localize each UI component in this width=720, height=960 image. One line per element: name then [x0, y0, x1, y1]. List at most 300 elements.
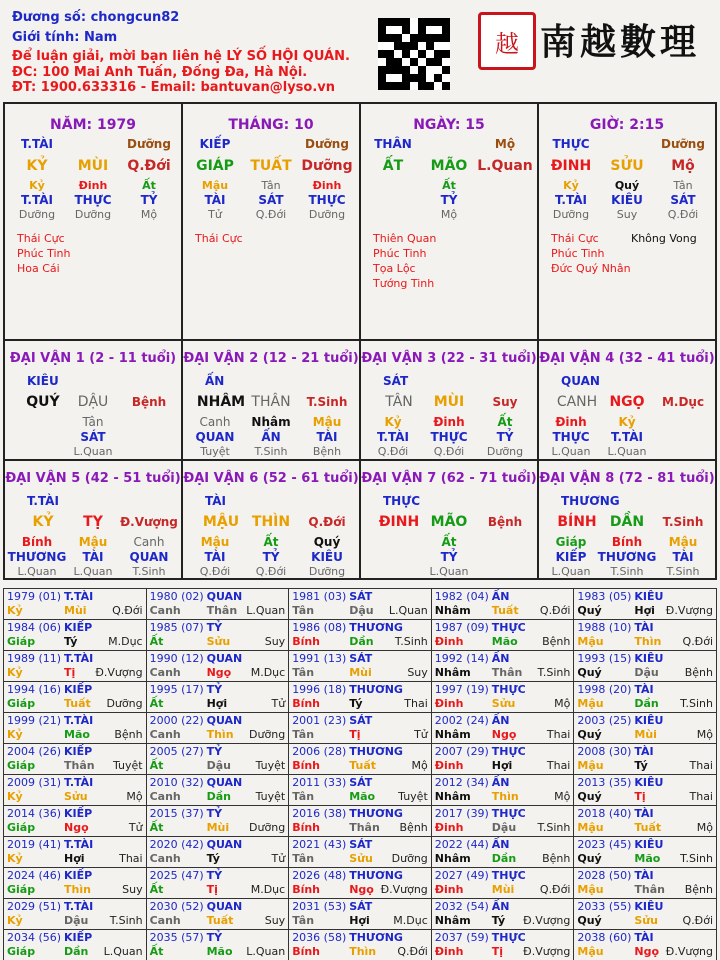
- year-cell[interactable]: [574, 682, 717, 713]
- year-branch: Dần: [206, 790, 231, 803]
- year-label: 2033 (55): [577, 900, 632, 913]
- year-branch: Mão: [491, 635, 518, 648]
- year-life-stage: Mộ: [554, 790, 571, 803]
- year-ten-god: T.TÀI: [64, 714, 94, 727]
- earthly-branch: NGỌ: [609, 394, 645, 410]
- year-cell-content: [4, 651, 146, 681]
- dai-van-6: [183, 461, 361, 578]
- year-row: [4, 930, 717, 960]
- year-label: 1988 (10): [577, 621, 632, 634]
- year-cell[interactable]: [574, 744, 717, 775]
- pillar-row3-cell: Kỷ: [29, 179, 45, 192]
- shensha-star: Tướng Tinh: [373, 277, 435, 290]
- year-cell-content: [147, 930, 289, 960]
- year-life-stage: L.Quan: [103, 945, 143, 958]
- year-ten-god: QUAN: [206, 590, 243, 603]
- year-stem: Tân: [292, 728, 315, 741]
- year-life-stage: Q.Đới: [682, 914, 713, 927]
- year-stem: Quý: [577, 852, 602, 865]
- year-branch: Dậu: [349, 604, 374, 617]
- year-label: 1979 (01): [7, 590, 62, 603]
- year-row: [4, 744, 717, 775]
- pillar-row2-cell: GIÁP: [196, 158, 234, 174]
- year-cell[interactable]: [146, 713, 289, 744]
- year-label: 2028 (50): [577, 869, 632, 882]
- year-cell[interactable]: [289, 837, 432, 868]
- year-cell-content: [289, 682, 431, 712]
- ten-god-star: THỰC: [383, 494, 421, 508]
- year-label: 2027 (49): [434, 869, 489, 882]
- year-branch: Hợi: [634, 604, 655, 617]
- year-branch: Dậu: [64, 914, 89, 927]
- year-cell[interactable]: [431, 837, 574, 868]
- year-cell-content: [289, 589, 431, 619]
- year-ten-god: ẤN: [491, 590, 510, 603]
- year-cell-content: [574, 713, 716, 743]
- year-cell-content: [4, 899, 146, 929]
- hidden-stem-cell: QUAN: [129, 550, 169, 564]
- year-cell[interactable]: [431, 930, 574, 960]
- year-cell-content: [289, 930, 431, 960]
- hidden-stem-cell: THỰC: [430, 430, 468, 444]
- year-branch: Mùi: [64, 604, 87, 617]
- hidden-stem-cell: T.TÀI: [611, 430, 643, 444]
- year-cell-content: [147, 651, 289, 681]
- year-cell-content: [289, 713, 431, 743]
- year-life-stage: Tử: [128, 821, 143, 834]
- year-ten-god: T.TÀI: [64, 776, 94, 789]
- earthly-branch: MÃO: [430, 514, 468, 530]
- year-branch: Dần: [349, 635, 374, 648]
- year-stem: Quý: [577, 666, 602, 679]
- year-label: 2015 (37): [149, 807, 204, 820]
- pillar-row2-cell: ĐINH: [550, 158, 592, 174]
- year-stem: Canh: [149, 666, 181, 679]
- year-cell[interactable]: [574, 651, 717, 682]
- year-cell[interactable]: [146, 930, 289, 960]
- year-cell[interactable]: [431, 806, 574, 837]
- year-cell-content: [432, 806, 574, 836]
- year-ten-god: TỶ: [206, 869, 223, 882]
- year-cell[interactable]: [289, 744, 432, 775]
- year-cell[interactable]: [431, 620, 574, 651]
- year-cell-content: [4, 744, 146, 774]
- year-cell[interactable]: [431, 775, 574, 806]
- year-life-stage: Thai: [546, 759, 571, 772]
- life-stage: Q.Đới: [308, 515, 346, 529]
- year-cell[interactable]: [4, 620, 147, 651]
- pillar-row2-cell: SỬU: [610, 158, 644, 174]
- year-row: [4, 899, 717, 930]
- earthly-branch: THÌN: [251, 514, 291, 530]
- year-label: 2034 (56): [7, 931, 62, 944]
- annual-luck-table: [3, 588, 717, 960]
- pillar-row5-cell: Mộ: [440, 208, 458, 221]
- hidden-stem-cell: L.Quan: [551, 565, 591, 578]
- year-label: 1981 (03): [292, 590, 347, 603]
- year-cell[interactable]: [431, 868, 574, 899]
- year-life-stage: Tuyệt: [255, 790, 286, 803]
- year-cell[interactable]: [289, 775, 432, 806]
- year-stem: Kỷ: [7, 790, 23, 803]
- year-label: 2037 (59): [434, 931, 489, 944]
- pillar-row5-cell: Q.Đới: [667, 208, 699, 221]
- year-cell[interactable]: [431, 651, 574, 682]
- hidden-stem-cell: T.Sinh: [254, 445, 288, 458]
- year-branch: Hợi: [349, 914, 370, 927]
- year-row: [4, 713, 717, 744]
- year-life-stage: Dưỡng: [249, 821, 286, 834]
- year-life-stage: Tuyệt: [398, 790, 428, 803]
- year-ten-god: T.TÀI: [64, 838, 94, 851]
- pillar-row4-cell: THỰC: [74, 193, 112, 207]
- hidden-stem-cell: L.Quan: [73, 565, 113, 578]
- year-life-stage: T.Sinh: [537, 666, 571, 679]
- pillar-row3-cell: Tân: [673, 179, 693, 192]
- year-label: 2030 (52): [149, 900, 204, 913]
- year-life-stage: Bệnh: [684, 666, 713, 679]
- pillar-row5-cell: Q.Đới: [255, 208, 287, 221]
- year-branch: Tý: [206, 852, 220, 865]
- year-row: [4, 651, 717, 682]
- year-cell[interactable]: [146, 806, 289, 837]
- year-cell[interactable]: [146, 682, 289, 713]
- year-ten-god: T.TÀI: [64, 652, 94, 665]
- year-cell-content: [4, 620, 146, 650]
- year-cell[interactable]: [289, 899, 432, 930]
- year-ten-god: THỰC: [491, 745, 526, 758]
- year-cell-content: [432, 620, 574, 650]
- ten-god-star: THƯƠNG: [561, 494, 620, 508]
- year-label: 1997 (19): [434, 683, 489, 696]
- year-cell[interactable]: [574, 620, 717, 651]
- year-stem: Đinh: [434, 759, 464, 772]
- phone-email-line[interactable]: ĐT: 1900.633316 - Email: bantuvan@lyso.vn: [12, 80, 336, 95]
- hidden-stem-cell: Q.Đới: [377, 445, 409, 458]
- year-stem: Kỷ: [7, 914, 23, 927]
- year-ten-god: QUAN: [206, 652, 243, 665]
- year-cell[interactable]: [431, 682, 574, 713]
- hidden-stem-cell: TỶ: [440, 550, 458, 564]
- year-cell-content: [574, 589, 716, 619]
- year-cell[interactable]: [289, 589, 432, 620]
- qr-code[interactable]: [378, 18, 450, 90]
- year-ten-god: THỰC: [491, 621, 526, 634]
- pillar-row2-cell: L.Quan: [477, 158, 533, 174]
- year-branch: Dậu: [206, 759, 231, 772]
- earthly-branch: DẬU: [77, 394, 109, 410]
- year-cell[interactable]: [574, 868, 717, 899]
- ten-god-star: QUAN: [561, 374, 600, 388]
- year-cell-content: [289, 899, 431, 929]
- year-cell[interactable]: [4, 868, 147, 899]
- year-cell[interactable]: [289, 651, 432, 682]
- year-life-stage: Q.Đới: [112, 604, 143, 617]
- year-life-stage: Tuyệt: [255, 759, 286, 772]
- year-stem: Giáp: [7, 821, 36, 834]
- year-label: 2006 (28): [292, 745, 347, 758]
- pillar-row4-cell: TỶ: [140, 193, 158, 207]
- hidden-stem-cell: L.Quan: [73, 445, 113, 458]
- year-stem: Đinh: [434, 883, 464, 896]
- year-branch: Sửu: [206, 635, 231, 648]
- hidden-stem-cell: Mậu: [668, 535, 698, 549]
- year-stem: Giáp: [7, 635, 36, 648]
- year-ten-god: ẤN: [491, 652, 510, 665]
- year-cell-content: [147, 620, 289, 650]
- year-stem: Bính: [292, 821, 321, 834]
- year-label: 2032 (54): [434, 900, 489, 913]
- year-life-stage: Bệnh: [542, 852, 571, 865]
- year-stem: Mậu: [577, 697, 604, 710]
- hidden-stem-cell: Ất: [497, 415, 513, 429]
- year-branch: Mão: [64, 728, 90, 741]
- year-stem: Mậu: [577, 635, 604, 648]
- year-stem: Bính: [292, 697, 321, 710]
- pillar-row3-cell: Đinh: [312, 179, 342, 192]
- year-stem: Tân: [292, 852, 315, 865]
- year-label: 2024 (46): [7, 869, 62, 882]
- year-stem: Canh: [149, 852, 181, 865]
- year-stem: Mậu: [577, 945, 604, 958]
- hidden-stem-cell: Đinh: [433, 415, 465, 429]
- year-cell-content: [574, 899, 716, 929]
- year-label: 2011 (33): [292, 776, 347, 789]
- hidden-stem-cell: L.Quan: [551, 445, 591, 458]
- pillar-row2-cell: ẤT: [382, 158, 404, 174]
- earthly-branch: THÂN: [251, 394, 291, 410]
- year-ten-god: THỰC: [491, 683, 526, 696]
- year-branch: Hợi: [491, 759, 513, 772]
- hidden-stem-cell: Ất: [441, 535, 457, 549]
- year-ten-god: KIẾP: [64, 807, 93, 820]
- heavenly-stem: MẬU: [202, 514, 240, 530]
- year-branch: Thìn: [491, 790, 519, 803]
- hidden-stem-cell: Kỷ: [618, 415, 636, 429]
- year-cell[interactable]: [4, 837, 147, 868]
- year-cell[interactable]: [574, 713, 717, 744]
- year-cell[interactable]: [289, 682, 432, 713]
- year-cell[interactable]: [146, 589, 289, 620]
- hidden-stem-cell: TÀI: [204, 550, 226, 564]
- year-ten-god: TÀI: [634, 869, 654, 882]
- hidden-stem-cell: Bính: [611, 535, 643, 549]
- year-life-stage: T.Sinh: [680, 852, 713, 865]
- year-ten-god: SÁT: [349, 590, 373, 603]
- year-cell[interactable]: [4, 589, 147, 620]
- year-branch: Dần: [491, 852, 517, 865]
- year-life-stage: Dưỡng: [249, 728, 286, 741]
- year-branch: Sửu: [634, 914, 658, 927]
- year-cell[interactable]: [431, 713, 574, 744]
- year-life-stage: T.Sinh: [109, 914, 143, 927]
- year-label: 2012 (34): [434, 776, 489, 789]
- pillar-row4-cell: T.TÀI: [555, 193, 587, 207]
- year-cell-content: [432, 899, 574, 929]
- year-cell-content: [147, 682, 289, 712]
- pillar-row5-cell: Dưỡng: [552, 208, 590, 221]
- hidden-stem-cell: Dưỡng: [308, 565, 346, 578]
- year-cell[interactable]: [431, 589, 574, 620]
- year-cell-content: [147, 868, 289, 898]
- year-stem: Quý: [577, 728, 602, 741]
- year-label: 2036 (58): [292, 931, 347, 944]
- year-cell[interactable]: [574, 930, 717, 960]
- year-life-stage: Thai: [404, 697, 428, 710]
- year-life-stage: Q.Đới: [539, 883, 571, 896]
- year-label: 1989 (11): [7, 652, 62, 665]
- year-cell-content: [432, 682, 574, 712]
- year-cell-content: [4, 868, 146, 898]
- year-row: [4, 837, 717, 868]
- year-branch: Thìn: [634, 635, 662, 648]
- year-stem: Mậu: [577, 821, 604, 834]
- pillar-row4-cell: T.TÀI: [21, 193, 53, 207]
- hidden-stem-cell: Mậu: [200, 535, 230, 549]
- year-stem: Nhâm: [434, 666, 471, 679]
- year-ten-god: KIẾP: [64, 869, 93, 882]
- year-ten-god: SÁT: [349, 652, 373, 665]
- shensha-star: Thái Cực: [551, 232, 599, 245]
- hidden-stem-cell: TỶ: [262, 550, 280, 564]
- year-label: 2002 (24): [434, 714, 489, 727]
- year-cell[interactable]: [4, 713, 147, 744]
- year-cell[interactable]: [4, 775, 147, 806]
- pillar-2: [183, 104, 361, 339]
- life-stage: Suy: [492, 395, 518, 409]
- hidden-stem-cell: TÀI: [82, 550, 104, 564]
- year-cell[interactable]: [4, 806, 147, 837]
- year-branch: Mão: [634, 852, 661, 865]
- pillar-row2-cell: TUẤT: [250, 158, 292, 174]
- year-stem: Bính: [292, 945, 321, 958]
- hidden-stem-cell: L.Quan: [429, 565, 469, 578]
- year-label: 2014 (36): [7, 807, 62, 820]
- dai-van-3: [361, 341, 539, 459]
- year-cell-content: [147, 837, 289, 867]
- earthly-branch: DẦN: [609, 514, 645, 530]
- year-label: 1983 (05): [577, 590, 632, 603]
- year-cell[interactable]: [574, 589, 717, 620]
- year-cell[interactable]: [4, 744, 147, 775]
- year-cell[interactable]: [4, 899, 147, 930]
- hidden-stem-cell: Mậu: [78, 535, 108, 549]
- year-cell[interactable]: [146, 620, 289, 651]
- year-ten-god: TÀI: [634, 807, 654, 820]
- year-cell-content: [574, 744, 716, 774]
- ten-god-star: ẤN: [205, 374, 225, 388]
- address-line: ĐC: 100 Mai Anh Tuấn, Đống Đa, Hà Nội.: [12, 65, 308, 80]
- year-cell[interactable]: [574, 806, 717, 837]
- year-branch: Tuất: [206, 914, 234, 927]
- pillar-row5-cell: Tử: [208, 208, 222, 221]
- ten-god-star: T.TÀI: [27, 494, 59, 508]
- year-ten-god: THƯƠNG: [349, 869, 403, 882]
- year-stem: Đinh: [434, 697, 464, 710]
- pillar-row4-cell: TỶ: [440, 193, 458, 207]
- year-label: 1996 (18): [292, 683, 347, 696]
- year-branch: Thân: [491, 666, 523, 679]
- hidden-stem-cell: KIẾP: [555, 550, 587, 564]
- year-cell[interactable]: [289, 930, 432, 960]
- hidden-stem-cell: Ất: [263, 535, 279, 549]
- pillar-row1-cell: Dưỡng: [661, 137, 705, 151]
- life-stage: Bệnh: [131, 395, 167, 409]
- hidden-stem-cell: TÀI: [672, 550, 694, 564]
- year-branch: Ngọ: [349, 883, 374, 896]
- year-stem: Nhâm: [434, 852, 471, 865]
- year-cell[interactable]: [431, 899, 574, 930]
- year-label: 2022 (44): [434, 838, 489, 851]
- hidden-stem-cell: TỶ: [496, 430, 514, 444]
- year-cell-content: [574, 837, 716, 867]
- year-stem: Ất: [149, 821, 164, 834]
- year-life-stage: Suy: [264, 635, 286, 648]
- pillar-row4-cell: KIÊU: [611, 193, 643, 207]
- year-life-stage: Q.Đới: [397, 945, 428, 958]
- year-cell[interactable]: [146, 775, 289, 806]
- year-ten-god: SÁT: [349, 714, 373, 727]
- year-cell[interactable]: [146, 651, 289, 682]
- year-cell-content: [574, 682, 716, 712]
- hidden-stem-cell: T.TÀI: [377, 430, 409, 444]
- year-stem: Mậu: [577, 883, 604, 896]
- year-cell-content: [432, 589, 574, 619]
- year-label: 2013 (35): [577, 776, 632, 789]
- year-life-stage: Tử: [271, 697, 286, 710]
- year-ten-god: SÁT: [349, 900, 373, 913]
- year-life-stage: Mộ: [696, 821, 713, 834]
- year-cell[interactable]: [289, 713, 432, 744]
- year-stem: Tân: [292, 666, 315, 679]
- year-cell[interactable]: [4, 651, 147, 682]
- year-life-stage: M.Dục: [393, 914, 428, 927]
- year-cell[interactable]: [146, 899, 289, 930]
- pillar-3: [361, 104, 539, 339]
- year-life-stage: Đ.Vượng: [380, 883, 428, 896]
- year-branch: Mùi: [349, 666, 372, 679]
- year-label: 2008 (30): [577, 745, 632, 758]
- year-cell[interactable]: [146, 744, 289, 775]
- year-life-stage: Dưỡng: [106, 697, 143, 710]
- year-cell[interactable]: [574, 899, 717, 930]
- year-cell[interactable]: [146, 837, 289, 868]
- year-stem: Nhâm: [434, 728, 471, 741]
- pillar-row2-cell: MÃO: [430, 158, 468, 174]
- hidden-stem-cell: T.Sinh: [610, 565, 644, 578]
- year-branch: Dậu: [491, 821, 517, 834]
- year-cell[interactable]: [289, 806, 432, 837]
- year-cell[interactable]: [431, 744, 574, 775]
- year-stem: Tân: [292, 604, 315, 617]
- year-ten-god: T.TÀI: [64, 590, 94, 603]
- year-cell[interactable]: [289, 620, 432, 651]
- year-cell[interactable]: [574, 775, 717, 806]
- year-branch: Sửu: [64, 790, 88, 803]
- year-cell[interactable]: [4, 930, 147, 960]
- year-life-stage: Thai: [119, 852, 143, 865]
- year-branch: Mùi: [206, 821, 230, 834]
- year-life-stage: Dưỡng: [391, 852, 428, 865]
- pillar-row3-cell: Ất: [142, 179, 156, 192]
- year-cell[interactable]: [289, 868, 432, 899]
- year-cell-content: [4, 806, 146, 836]
- year-cell[interactable]: [146, 868, 289, 899]
- ten-god-star: KIÊU: [27, 374, 59, 388]
- year-cell[interactable]: [4, 682, 147, 713]
- year-cell[interactable]: [574, 837, 717, 868]
- dai-van-title: ĐẠI VẬN 7 (62 - 71 tuổi): [361, 471, 537, 486]
